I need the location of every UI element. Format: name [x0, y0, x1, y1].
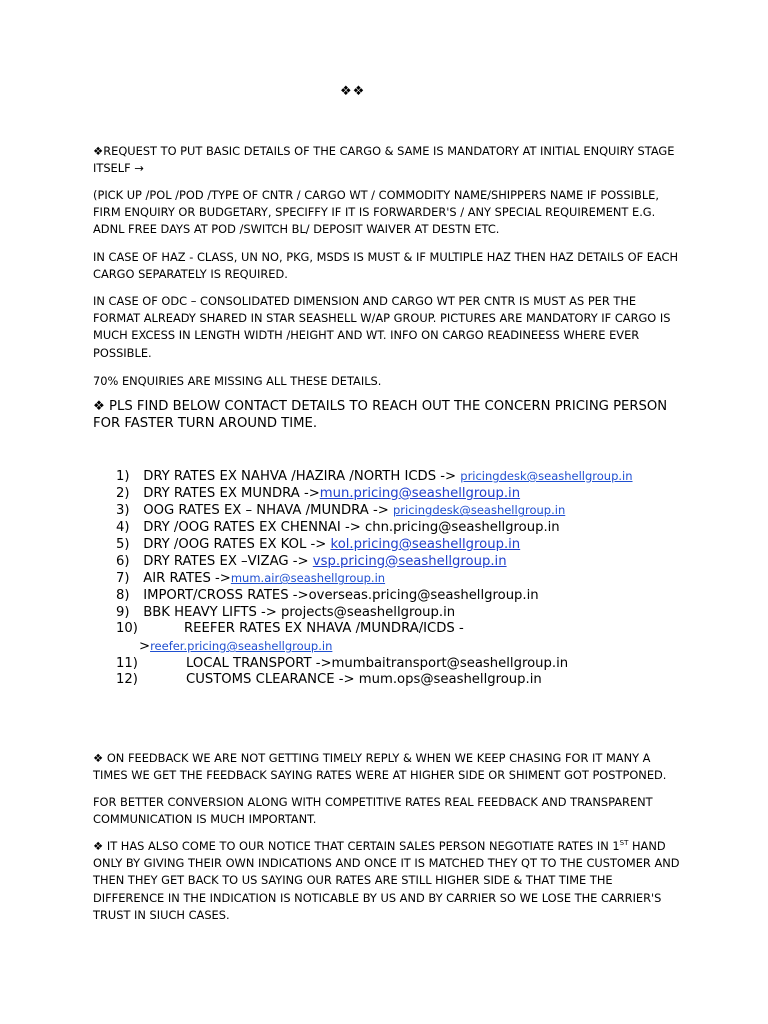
list-number: 9)	[116, 604, 130, 620]
list-text: LOCAL TRANSPORT ->mumbaitransport@seashellgroup.in	[186, 655, 569, 671]
list-item	[116, 502, 696, 520]
list-text-continuation: >	[139, 639, 151, 655]
paragraph-missing: 70% ENQUIRIES ARE MISSING ALL THESE DETAILS.	[93, 374, 382, 388]
list-number: 3)	[116, 503, 130, 519]
email-link[interactable]: mum.air@seashellgroup.in	[230, 571, 386, 586]
list-number: 7)	[116, 571, 130, 587]
superscript-st: ST	[619, 839, 629, 848]
paragraph-notice	[93, 838, 683, 924]
list-text: DRY RATES EX –VIZAG ->	[143, 553, 313, 569]
email-link[interactable]: reefer.pricing@seashellgroup.in	[150, 639, 333, 654]
list-text: DRY RATES EX MUNDRA ->	[143, 485, 320, 501]
notice-text-end: HAND ONLY BY GIVING THEIR OWN INDICATIONS AND ONCE IT IS MATCHED THEY QT TO THE CUSTOMER AND THEN THEY GET BACK TO US SAYING OUR RATES ARE STILL HIGHER SIDE & THAT TIME THE DIFFERENCE IN THE INDICATION IS NOTICABLE BY US AND BY CARRIER SO WE LOSE THE CARRIER'S TRUST IN SIUCH CASES.	[93, 839, 680, 922]
email-link[interactable]: vsp.pricing@seashellgroup.in	[312, 553, 507, 569]
list-item	[116, 537, 696, 554]
list-item-continuation	[116, 638, 696, 656]
list-item	[116, 486, 696, 503]
list-text: DRY RATES EX NAHVA /HAZIRA /NORTH ICDS ->	[143, 469, 461, 484]
list-number: 1)	[116, 469, 130, 484]
notice-text-start: ❖ IT HAS ALSO COME TO OUR NOTICE THAT CERTAIN SALES PERSON NEGOTIATE RATES IN 1	[93, 839, 620, 853]
paragraph-conversion: FOR BETTER CONVERSION ALONG WITH COMPETITIVE RATES REAL FEEDBACK AND TRANSPARENT COMMUNICATION IS MUCH IMPORTANT.	[93, 795, 653, 827]
email-link[interactable]: pricingdesk@seashellgroup.in	[460, 469, 633, 483]
list-number: 4)	[116, 520, 130, 536]
list-text: REEFER RATES EX NHAVA /MUNDRA/ICDS -	[184, 621, 464, 637]
list-item	[116, 468, 696, 486]
list-text: CUSTOMS CLEARANCE -> mum.ops@seashellgroup.in	[186, 672, 542, 688]
contact-list	[116, 468, 696, 689]
list-number: 12)	[116, 672, 138, 688]
list-text: DRY /OOG RATES EX KOL ->	[143, 536, 331, 552]
paragraph-haz: IN CASE OF HAZ - CLASS, UN NO, PKG, MSDS IS MUST & IF MULTIPLE HAZ THEN HAZ DETAILS OF EACH CARGO SEPARATELY IS REQUIRED.	[93, 250, 679, 282]
list-item	[116, 656, 696, 673]
list-number: 10)	[116, 621, 138, 637]
list-text: AIR RATES ->	[143, 571, 231, 587]
email-link[interactable]: kol.pricing@seashellgroup.in	[330, 536, 521, 552]
list-text: OOG RATES EX – NHAVA /MUNDRA ->	[143, 503, 393, 519]
list-text: IMPORT/CROSS RATES ->overseas.pricing@seashellgroup.in	[143, 587, 539, 603]
header-diamonds: ❖❖	[340, 84, 366, 99]
list-item	[116, 672, 696, 689]
list-item	[116, 605, 696, 622]
paragraph-odc: IN CASE OF ODC – CONSOLIDATED DIMENSION AND CARGO WT PER CNTR IS MUST AS PER THE FORMAT ALREADY SHARED IN STAR SEASHELL W/AP GROUP. PICTURES ARE MANDATORY IF CARGO IS MUCH EXCESS IN LENGTH WIDTH /HEIGHT AND WT. INFO ON CARGO READINEESS WHERE EVER POSSIBLE.	[93, 294, 671, 360]
list-item	[116, 520, 696, 537]
paragraph-feedback: ❖ ON FEEDBACK WE ARE NOT GETTING TIMELY REPLY & WHEN WE KEEP CHASING FOR IT MANY A TIMES WE GET THE FEEDBACK SAYING RATES WERE AT HIGHER SIDE OR SHIMENT GOT POSTPONED.	[93, 751, 667, 783]
email-link[interactable]: mun.pricing@seashellgroup.in	[319, 485, 521, 501]
paragraph-pickup-details: (PICK UP /POL /POD /TYPE OF CNTR / CARGO WT / COMMODITY NAME/SHIPPERS NAME IF POSSIBLE, FIRM ENQUIRY OR BUDGETARY, SPECIFFY IF IT IS FORWARDER'S / ANY SPECIAL REQUIREMENT E.G. ADNL FREE DAYS AT POD /SWITCH BL/ DEPOSIT WAIVER AT DESTN ETC.	[93, 188, 659, 237]
list-item	[116, 570, 696, 588]
list-number: 8)	[116, 587, 130, 603]
email-link[interactable]: pricingdesk@seashellgroup.in	[392, 503, 566, 518]
list-text: DRY /OOG RATES EX CHENNAI -> chn.pricing@seashellgroup.in	[143, 520, 560, 536]
list-number: 6)	[116, 553, 130, 569]
list-number: 2)	[116, 485, 130, 501]
list-item	[116, 588, 696, 605]
list-number: 11)	[116, 655, 138, 671]
list-text: BBK HEAVY LIFTS -> projects@seashellgroup.in	[143, 604, 456, 620]
list-item	[116, 554, 696, 571]
paragraph-request: ❖REQUEST TO PUT BASIC DETAILS OF THE CARGO & SAME IS MANDATORY AT INITIAL ENQUIRY STAGE ITSELF →	[93, 144, 675, 176]
list-number: 5)	[116, 536, 130, 552]
paragraph-contact-intro: ❖ PLS FIND BELOW CONTACT DETAILS TO REACH OUT THE CONCERN PRICING PERSON FOR FASTER TURN AROUND TIME.	[93, 399, 668, 431]
list-item	[116, 621, 696, 638]
